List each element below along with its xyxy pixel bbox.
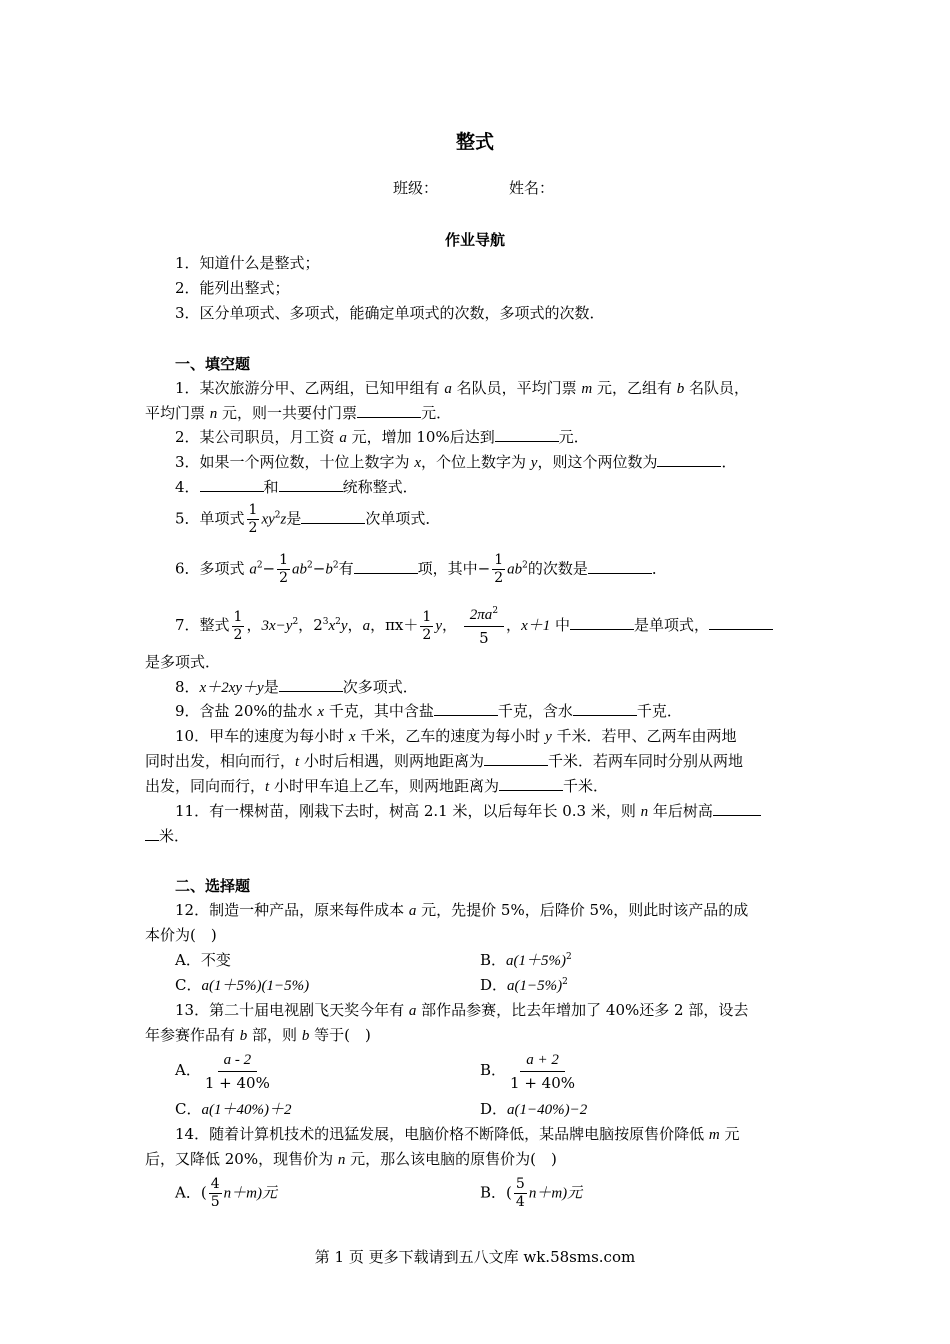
fraction: $\frac{4}{5}$: [210, 1176, 220, 1210]
fraction: $\frac{a + 2}{1 + 40\%}$: [508, 1048, 577, 1094]
fraction: $\frac{1}{2}$: [422, 608, 432, 643]
question-11-cont: 米．: [145, 825, 189, 846]
question-10-cont: 同时出发，相向而行，t 小时后相遇，则两地距离为 千米．若两车同时分别从两地: [145, 752, 743, 770]
guide-item: 1．知道什么是整式；: [175, 254, 320, 272]
answer-blank[interactable]: [200, 477, 264, 492]
fraction: $\frac{1}{2}$: [494, 552, 504, 586]
page-title: 整式: [455, 131, 494, 153]
option-a[interactable]: A．不变: [175, 951, 231, 969]
question-5: 5．单项式 $\frac{1}{2}$ $xy^2z$是 次单项式．: [175, 502, 441, 536]
question-12: 12．制造一种产品，原来每件成本 a 元，先提价 5%，后降价 5%，则此时该产品的成: [175, 901, 749, 919]
fraction: $\frac{1}{2}$: [248, 502, 258, 536]
question-6: 6．多项式 $a^2-$ $\frac{1}{2}$ $ab^2-b^2$有 项，其中− $\frac{1}{2}$ $ab^2$的次数是 ．: [175, 552, 667, 586]
question-13-cont: 年参赛作品有 b 部，则 b 等于( ): [145, 1026, 371, 1044]
fraction: $\frac{a - 2}{1 + 40\%}$: [203, 1048, 272, 1094]
answer-blank[interactable]: [713, 801, 761, 816]
answer-blank[interactable]: [495, 427, 559, 442]
option-c[interactable]: C．a(1＋5%)(1−5%): [175, 976, 310, 994]
question-3: 3．如果一个两位数，十位上数字为 x，个位上数字为 y，则这个两位数为 ．: [175, 453, 737, 471]
question-7-cont: 是多项式．: [145, 653, 221, 671]
answer-blank[interactable]: [499, 776, 563, 791]
answer-blank[interactable]: [573, 701, 637, 716]
guide-item: 2．能列出整式；: [175, 279, 290, 297]
question-14: 14．随着计算机技术的迅猛发展，电脑价格不断降低，某品牌电脑按原售价降低 m 元: [175, 1125, 740, 1143]
option-d[interactable]: D．$a(1-5\%)^2$: [480, 976, 568, 994]
question-12-cont: 本价为( ): [145, 926, 217, 944]
guide-title: 作业导航: [444, 231, 505, 249]
page-footer: 第 1 页 更多下载请到五八文库 wk.58sms.com: [314, 1248, 636, 1266]
question-4: 4． 和 统称整式．: [175, 478, 418, 496]
section-fill-blank: 一、填空题: [175, 355, 251, 373]
answer-blank[interactable]: [570, 615, 634, 630]
question-2: 2．某公司职员，月工资 a 元，增加 10%后达到 元．: [175, 428, 589, 446]
answer-blank[interactable]: [279, 477, 343, 492]
option-a[interactable]: A． $\frac{a - 2}{1 + 40\%}$: [175, 1048, 274, 1094]
question-7: 7．整式 $\frac{1}{2}$ ，$3x-y^2$，$2^3x^2y$，a，πx＋ $\frac{1}{2}$ y， $\frac{2\pi a^2}{5}$ ，x＋1 中 是单项式，: [175, 603, 773, 649]
answer-blank[interactable]: [588, 559, 652, 574]
fraction: $\frac{1}{2}$: [279, 552, 289, 586]
answer-blank[interactable]: [357, 403, 421, 418]
question-14-cont: 后，又降低 20%，现售价为 n 元，那么该电脑的原售价为( ): [145, 1150, 557, 1168]
answer-blank[interactable]: [484, 751, 548, 766]
answer-blank[interactable]: [434, 701, 498, 716]
name-label: 姓名：: [509, 179, 555, 197]
fraction: $\frac{2\pi a^2}{5}$: [464, 603, 504, 649]
question-9: 9．含盐 20%的盐水 x 千克，其中含盐 千克，含水 千克．: [175, 702, 682, 720]
guide-item: 3．区分单项式、多项式，能确定单项式的次数，多项式的次数．: [175, 304, 605, 322]
option-d[interactable]: D．a(1−40%)−2: [480, 1100, 588, 1118]
option-a[interactable]: A．( $\frac{4}{5}$ n＋m)元: [175, 1176, 277, 1210]
answer-blank[interactable]: [301, 509, 365, 524]
question-13: 13．第二十届电视剧飞天奖今年有 a 部作品参赛，比去年增加了 40%还多 2 部，设去: [175, 1001, 749, 1019]
class-label: 班级：: [393, 179, 439, 197]
question-1-cont: 平均门票 n 元，则一共要付门票 元．: [145, 404, 452, 422]
question-11: 11．有一棵树苗，刚栽下去时，树高 2.1 米，以后每年长 0.3 米，则 n 年后树高: [175, 800, 761, 821]
question-8: 8．x＋2xy＋y是 次多项式．: [175, 678, 418, 696]
option-b[interactable]: B． $\frac{a + 2}{1 + 40\%}$: [480, 1048, 579, 1094]
question-10-cont: 出发，同向而行，t 小时甲车追上乙车，则两地距离为 千米．: [145, 777, 608, 795]
fraction: $\frac{1}{2}$: [233, 608, 243, 643]
answer-blank[interactable]: [657, 452, 721, 467]
question-10: 10．甲车的速度为每小时 x 千米，乙车的速度为每小时 y 千米．若甲、乙两车由两地: [175, 727, 737, 745]
answer-blank[interactable]: [709, 615, 773, 630]
fraction: $\frac{5}{4}$: [515, 1176, 525, 1210]
answer-blank[interactable]: [279, 677, 343, 692]
section-choice: 二、选择题: [175, 877, 251, 895]
option-b[interactable]: B．$a(1+5\%)^2$: [480, 951, 572, 969]
option-c[interactable]: C．a(1＋40%)＋2: [175, 1100, 292, 1118]
answer-blank[interactable]: [145, 826, 159, 841]
option-b[interactable]: B．( $\frac{5}{4}$ n＋m)元: [480, 1176, 583, 1210]
question-1: 1．某次旅游分甲、乙两组，已知甲组有 a 名队员，平均门票 m 元，乙组有 b 名队员，: [175, 379, 750, 397]
answer-blank[interactable]: [354, 559, 418, 574]
